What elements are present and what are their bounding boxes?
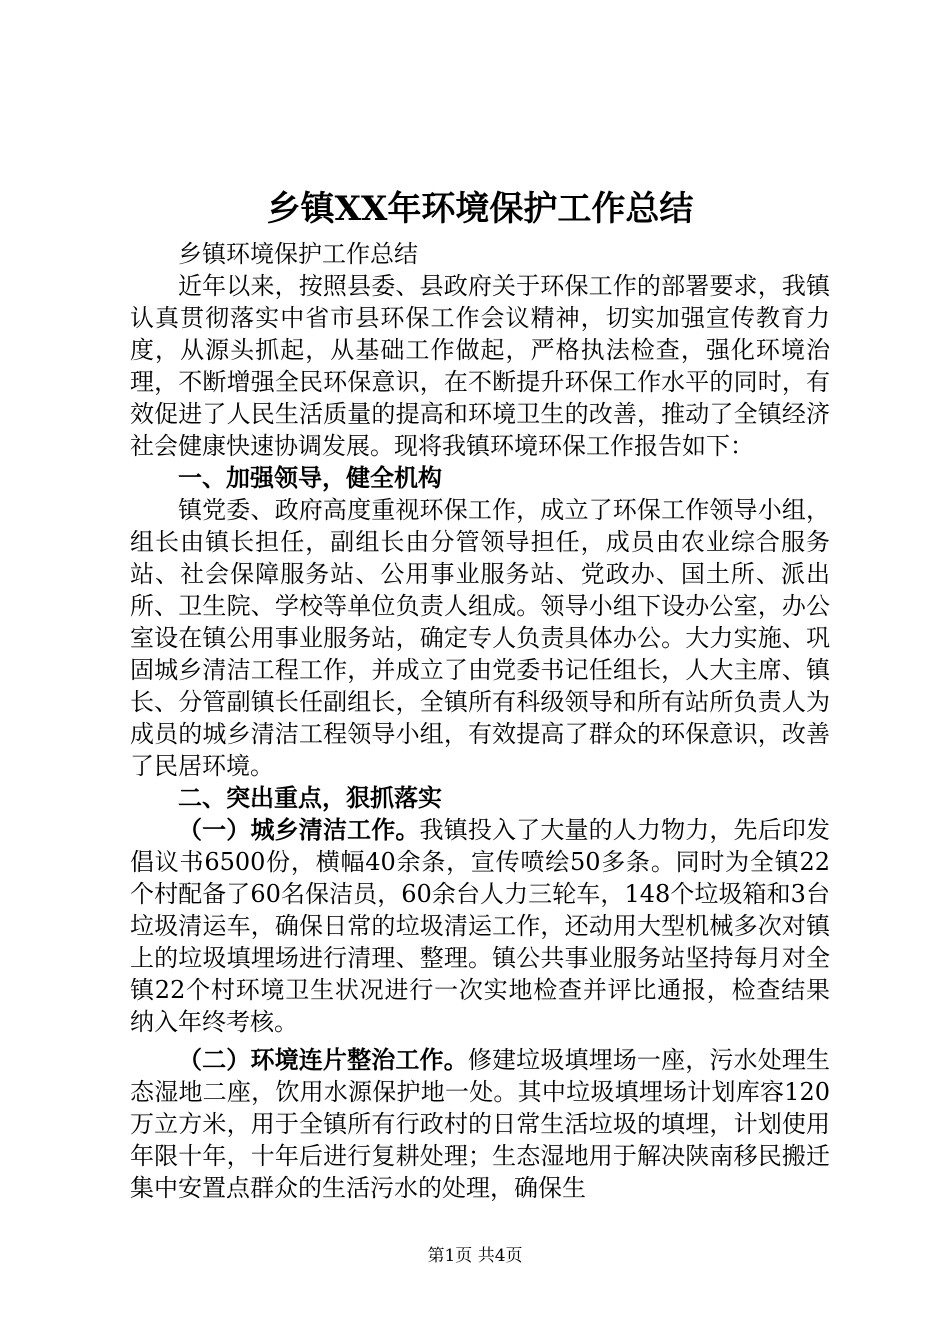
subsection-1-lead: （一）城乡清洁工作。 (178, 815, 420, 844)
subsection-1-text: 我镇投入了大量的人力物力，先后印发倡议书6500份，横幅40余条，宣传喷绘50多条。同时为全镇22个村配备了60名保洁员，60余台人力三轮车，148个垃圾箱和3台垃圾清运车，确保日常的垃圾清运工作，还动用大型机械多次对镇上的垃圾填埋场进行清理、整理。镇公共事业服务站坚持每月对全镇22个村环境卫生状况进行一次实地检查并评比通报，检查结果纳入年终考核。 (130, 816, 831, 1036)
subsection-2-lead: （二）环境连片整治工作。 (178, 1045, 468, 1074)
document-body (130, 238, 830, 1204)
page-footer: 第1页 共4页 (427, 1246, 523, 1266)
subsection-2-text: 修建垃圾填埋场一座，污水处理生态湿地二座，饮用水源保护地一处。其中垃圾填埋场计划库容120万立方米，用于全镇所有行政村的日常生活垃圾的填埋，计划使用年限十年，十年后进行复耕处理；生态湿地用于解决陕南移民搬迁集中安置点群众的生活污水的处理，确保生 (130, 1046, 831, 1202)
subtitle-paragraph: 乡镇环境保护工作总结 (178, 240, 418, 268)
subsection-2-paragraph (130, 1044, 830, 1204)
section-1-paragraph: 镇党委、政府高度重视环保工作，成立了环保工作领导小组，组长由镇长担任，副组长由分管领导担任，成员由农业综合服务站、社会保障服务站、公用事业服务站、党政办、国土所、派出所、卫生院、学校等单位负责人组成。领导小组下设办公室，办公室设在镇公用事业服务站，确定专人负责具体办公。大力实施、巩固城乡清洁工程工作，并成立了由党委书记任组长，人大主席、镇长、分管副镇长任副组长，全镇所有科级领导和所有站所负责人为成员的城乡清洁工程领导小组，有效提高了群众的环保意识，改善了民居环境。 (130, 496, 830, 780)
subsection-1-paragraph (130, 814, 830, 1038)
section-heading-2: 二、突出重点，狠抓落实 (178, 783, 442, 812)
document-title: 乡镇XX年环境保护工作总结 (266, 189, 694, 229)
section-heading-1: 一、加强领导，健全机构 (178, 463, 442, 492)
intro-paragraph: 近年以来，按照县委、县政府关于环保工作的部署要求，我镇认真贯彻落实中省市县环保工作会议精神，切实加强宣传教育力度，从源头抓起，从基础工作做起，严格执法检查，强化环境治理，不断增强全民环保意识，在不断提升环保工作水平的同时，有效促进了人民生活质量的提高和环境卫生的改善，推动了全镇经济社会健康快速协调发展。现将我镇环境环保工作报告如下： (130, 272, 830, 460)
